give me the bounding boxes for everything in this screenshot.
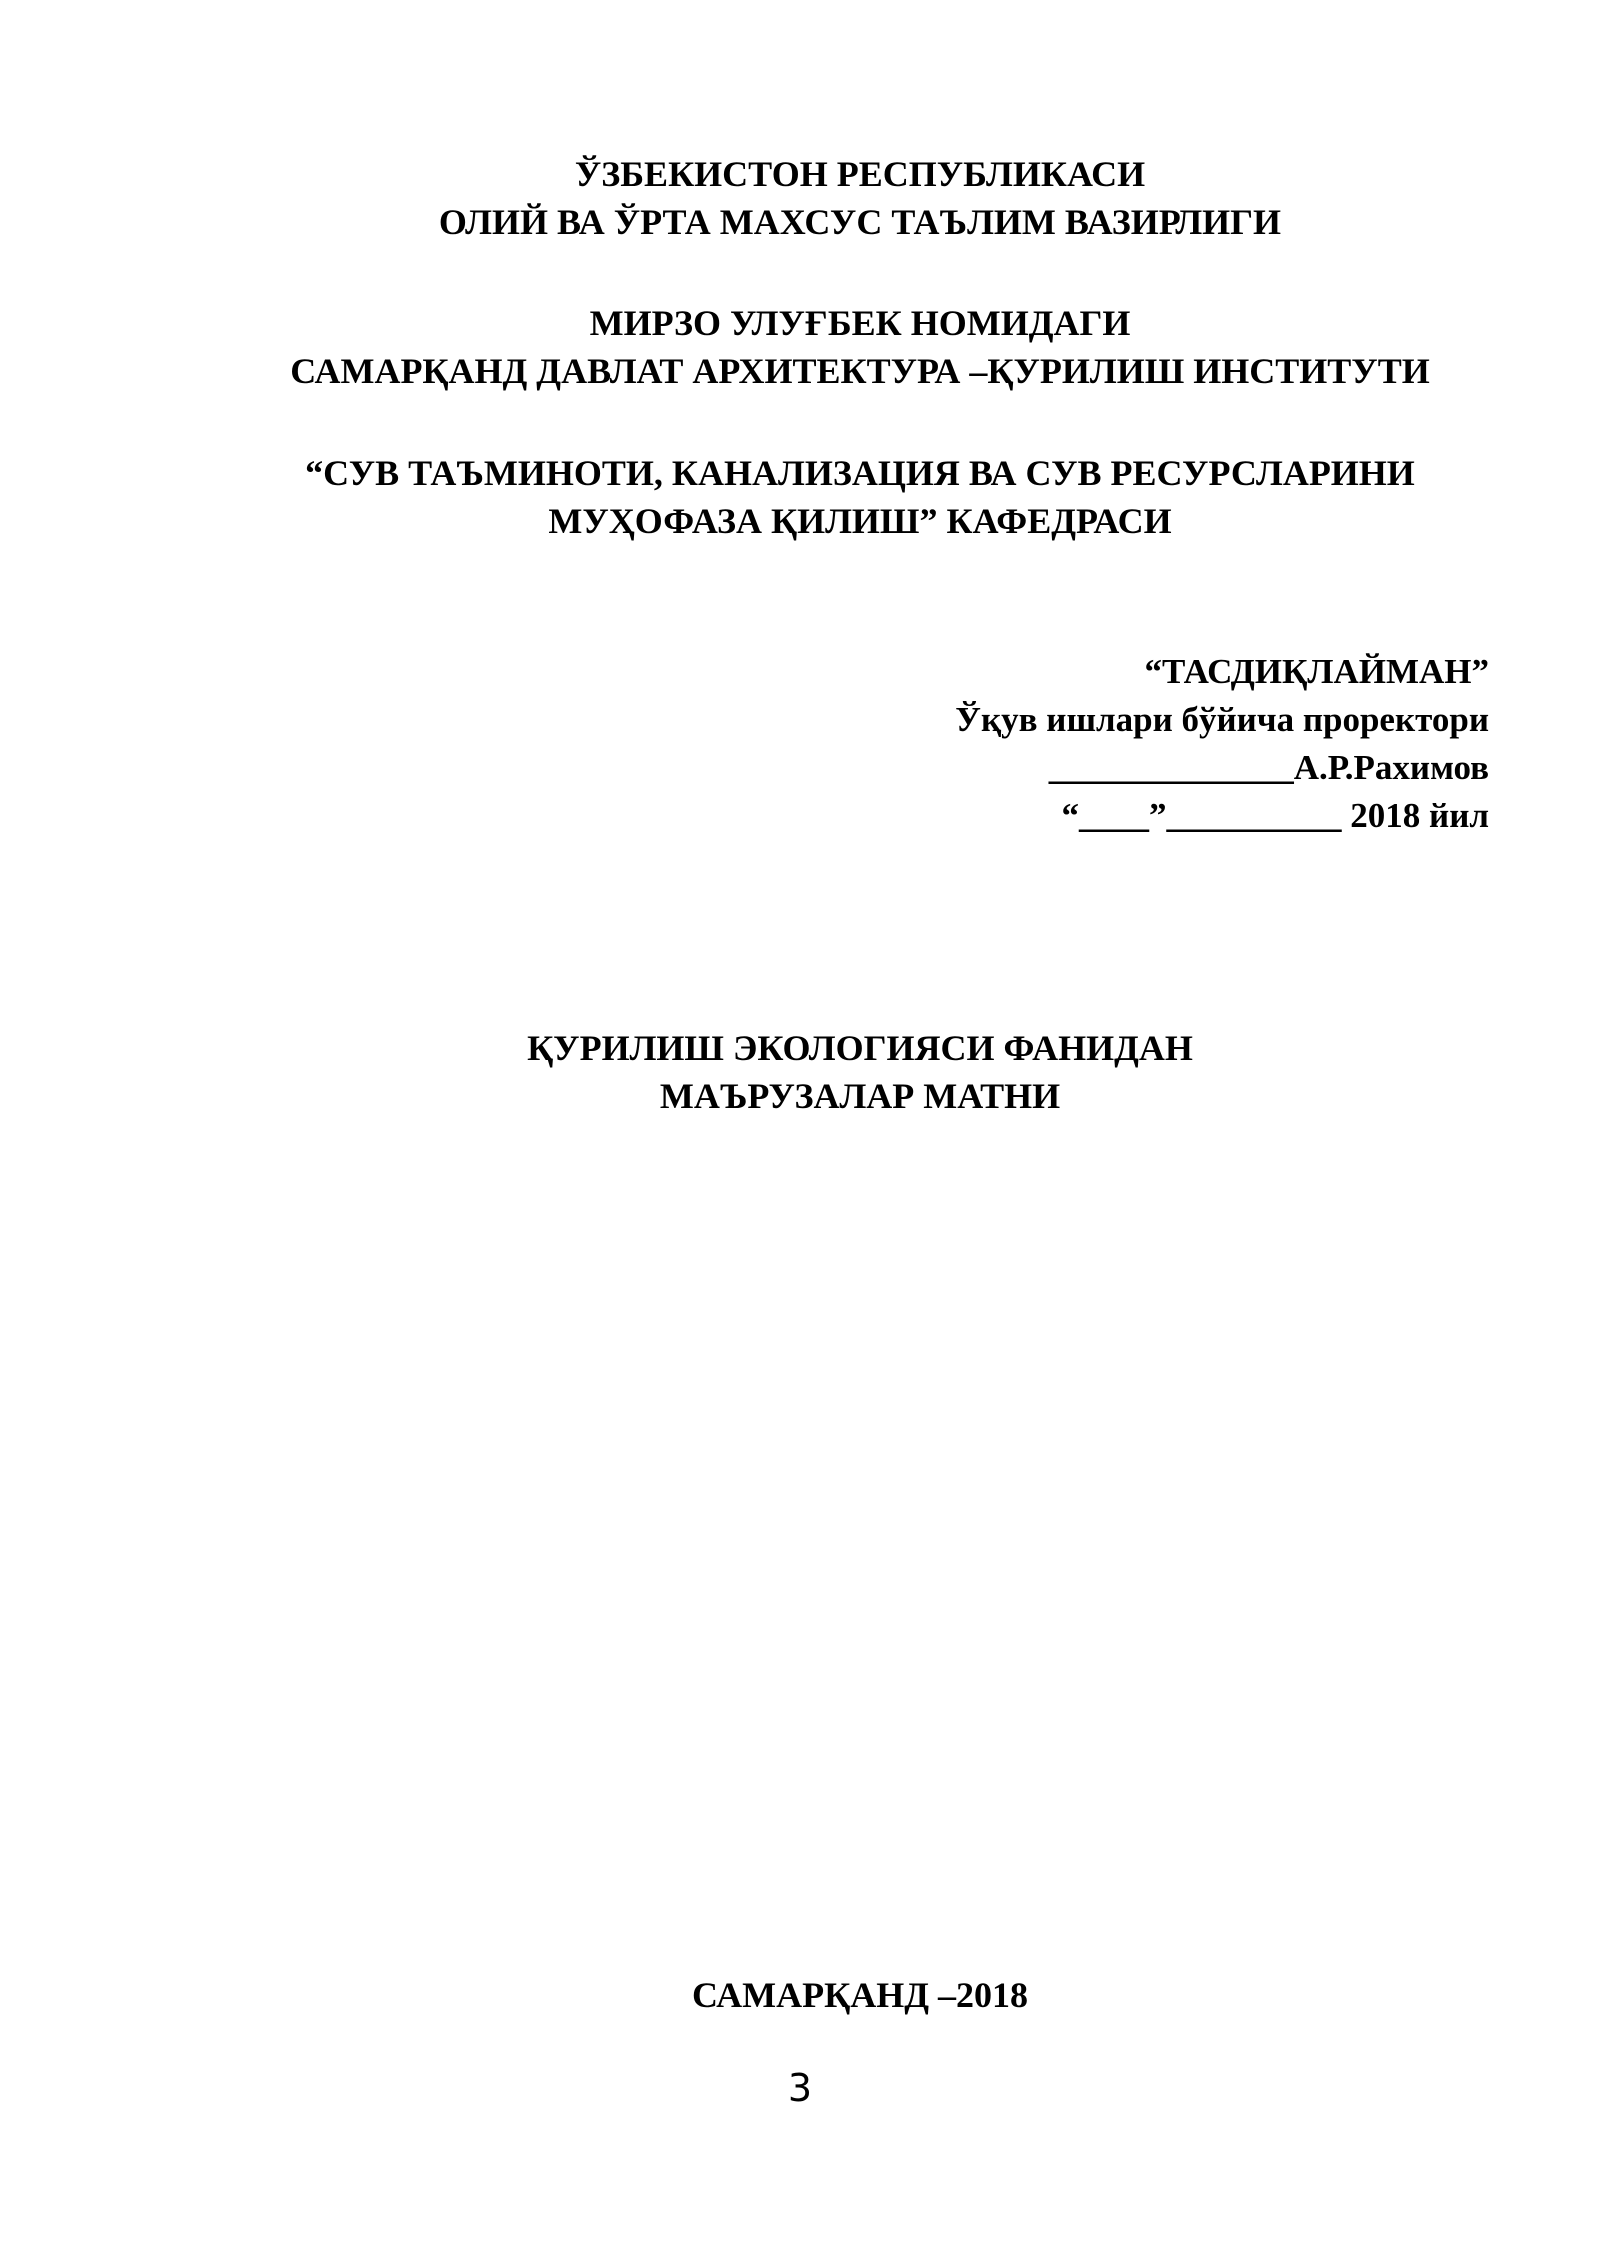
approval-block	[955, 648, 1489, 840]
institute-header	[150, 299, 1570, 395]
page-number: 3	[787, 2066, 813, 2110]
approval-signature: ______________А.Р.Рахимов	[1048, 748, 1489, 787]
institute-namesake: МИРЗО УЛУҒБЕК НОМИДАГИ	[589, 303, 1131, 343]
institute-name: САМАРҚАНД ДАВЛАТ АРХИТЕКТУРА –ҚУРИЛИШ ИНСТИТУТИ	[290, 351, 1430, 391]
city-year-text: САМАРҚАНД –2018	[691, 1975, 1029, 2015]
department-header	[150, 449, 1570, 545]
country-name: ЎЗБЕКИСТОН РЕСПУБЛИКАСИ	[574, 154, 1146, 194]
title-line-1: ҚУРИЛИШ ЭКОЛОГИЯСИ ФАНИДАН	[527, 1028, 1193, 1068]
department-name-line-2: МУҲОФАЗА ҚИЛИШ” КАФЕДРАСИ	[548, 501, 1172, 541]
approval-heading: “ТАСДИҚЛАЙМАН”	[1144, 652, 1489, 691]
ministry-header	[150, 150, 1570, 246]
city-year	[150, 1971, 1570, 2019]
approval-date: “____”__________ 2018 йил	[1061, 796, 1489, 835]
title-line-2: МАЪРУЗАЛАР МАТНИ	[659, 1076, 1061, 1116]
approval-position: Ўқув ишлари бўйича проректори	[955, 700, 1489, 739]
ministry-name: ОЛИЙ ВА ЎРТА МАХСУС ТАЪЛИМ ВАЗИРЛИГИ	[438, 202, 1282, 242]
document-title	[150, 1024, 1570, 1120]
department-name-line-1: “СУВ ТАЪМИНОТИ, КАНАЛИЗАЦИЯ ВА СУВ РЕСУРСЛАРИНИ	[305, 453, 1415, 493]
